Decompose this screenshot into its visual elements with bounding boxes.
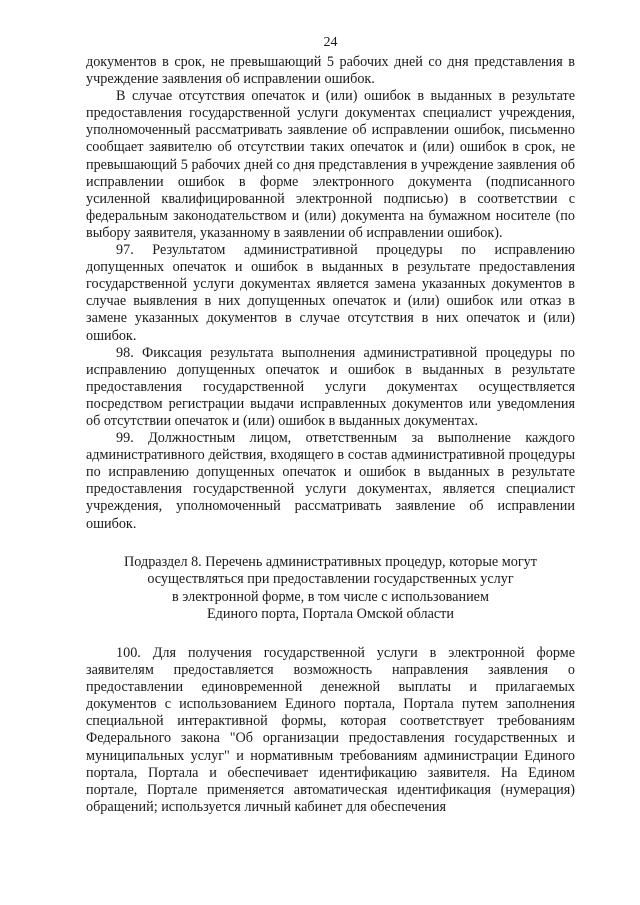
section-heading-line: Подраздел 8. Перечень административных процедур, которые могут [124,553,537,570]
section-heading-line: в электронной форме, в том числе с использованием [172,588,489,605]
section-heading-line: Единого порта, Портала Омской области [207,606,454,623]
paragraph-no-errors: В случае отсутствия опечаток и (или) ошибок в выданных в результате предоставления государственной услуги документах специалист учреждения, уполномоченный рассматривать заявление об исправлении ошибок, письменно сообщает заявителю об отсутствии таких опечаток и (или) ошибок в срок, не превышающий 5 рабочих дней со дня представления в учреждение заявления об исправлении ошибок в форме электронного документа (подписанного усиленной квалифицированной электронной подписью) в соответствии с федеральным законодательством и (или) документа на бумажном носителе (по выбору заявителя, указанному в заявлении об исправлении ошибок). [86,88,575,241]
paragraph-97: 97. Результатом административной процедуры по исправлению допущенных опечаток и ошибок в выданных в результате предоставления государственной услуги документах является замена указанных документов в случае выявления в них допущенных опечаток и (или) ошибок или отказ в замене указанных документов в случае отсутствия в них опечаток и (или) ошибок. [86,242,575,344]
paragraph-98: 98. Фиксация результата выполнения административной процедуры по исправлению допущенных опечаток и ошибок в выданных в результате предоставления государственной услуги документах осуществляется посредством регистрации выдачи исправленных документов или уведомления об отсутствии опечаток и (или) ошибок в выданных документах. [86,344,575,429]
section-heading [86,554,575,624]
paragraph-99: 99. Должностным лицом, ответственным за выполнение каждого административного действия, входящего в состав административной процедуры по исправлению допущенных опечаток и ошибок в выданных в результате предоставления государственной услуги документах, является специалист учреждения, уполномоченный рассматривать заявление об исправлении ошибок. [86,430,575,532]
document-page [86,34,575,816]
page-number: 24 [323,35,338,50]
paragraph-continuation: документов в срок, не превышающий 5 рабочих дней со дня представления в учреждение заявления об исправлении ошибок. [86,54,575,88]
paragraph-100: 100. Для получения государственной услуги в электронной форме заявителям предоставляется возможность направления заявления о предоставлении единовременной денежной выплаты и прилагаемых документов с использованием Единого портала, Портала путем заполнения специальной интерактивной формы, которая соответствует требованиям Федерального закона "Об организации предоставления государственных и муниципальных услуг" и нормативным требованиям администрации Единого портала, Портала и обеспечивает идентификацию заявителя. На Едином портале, Портале применяется автоматическая идентификация (нумерация) обращений; используется личный кабинет для обеспечения [86,645,575,815]
section-heading-line: осуществляться при предоставлении государственных услуг [147,571,514,588]
